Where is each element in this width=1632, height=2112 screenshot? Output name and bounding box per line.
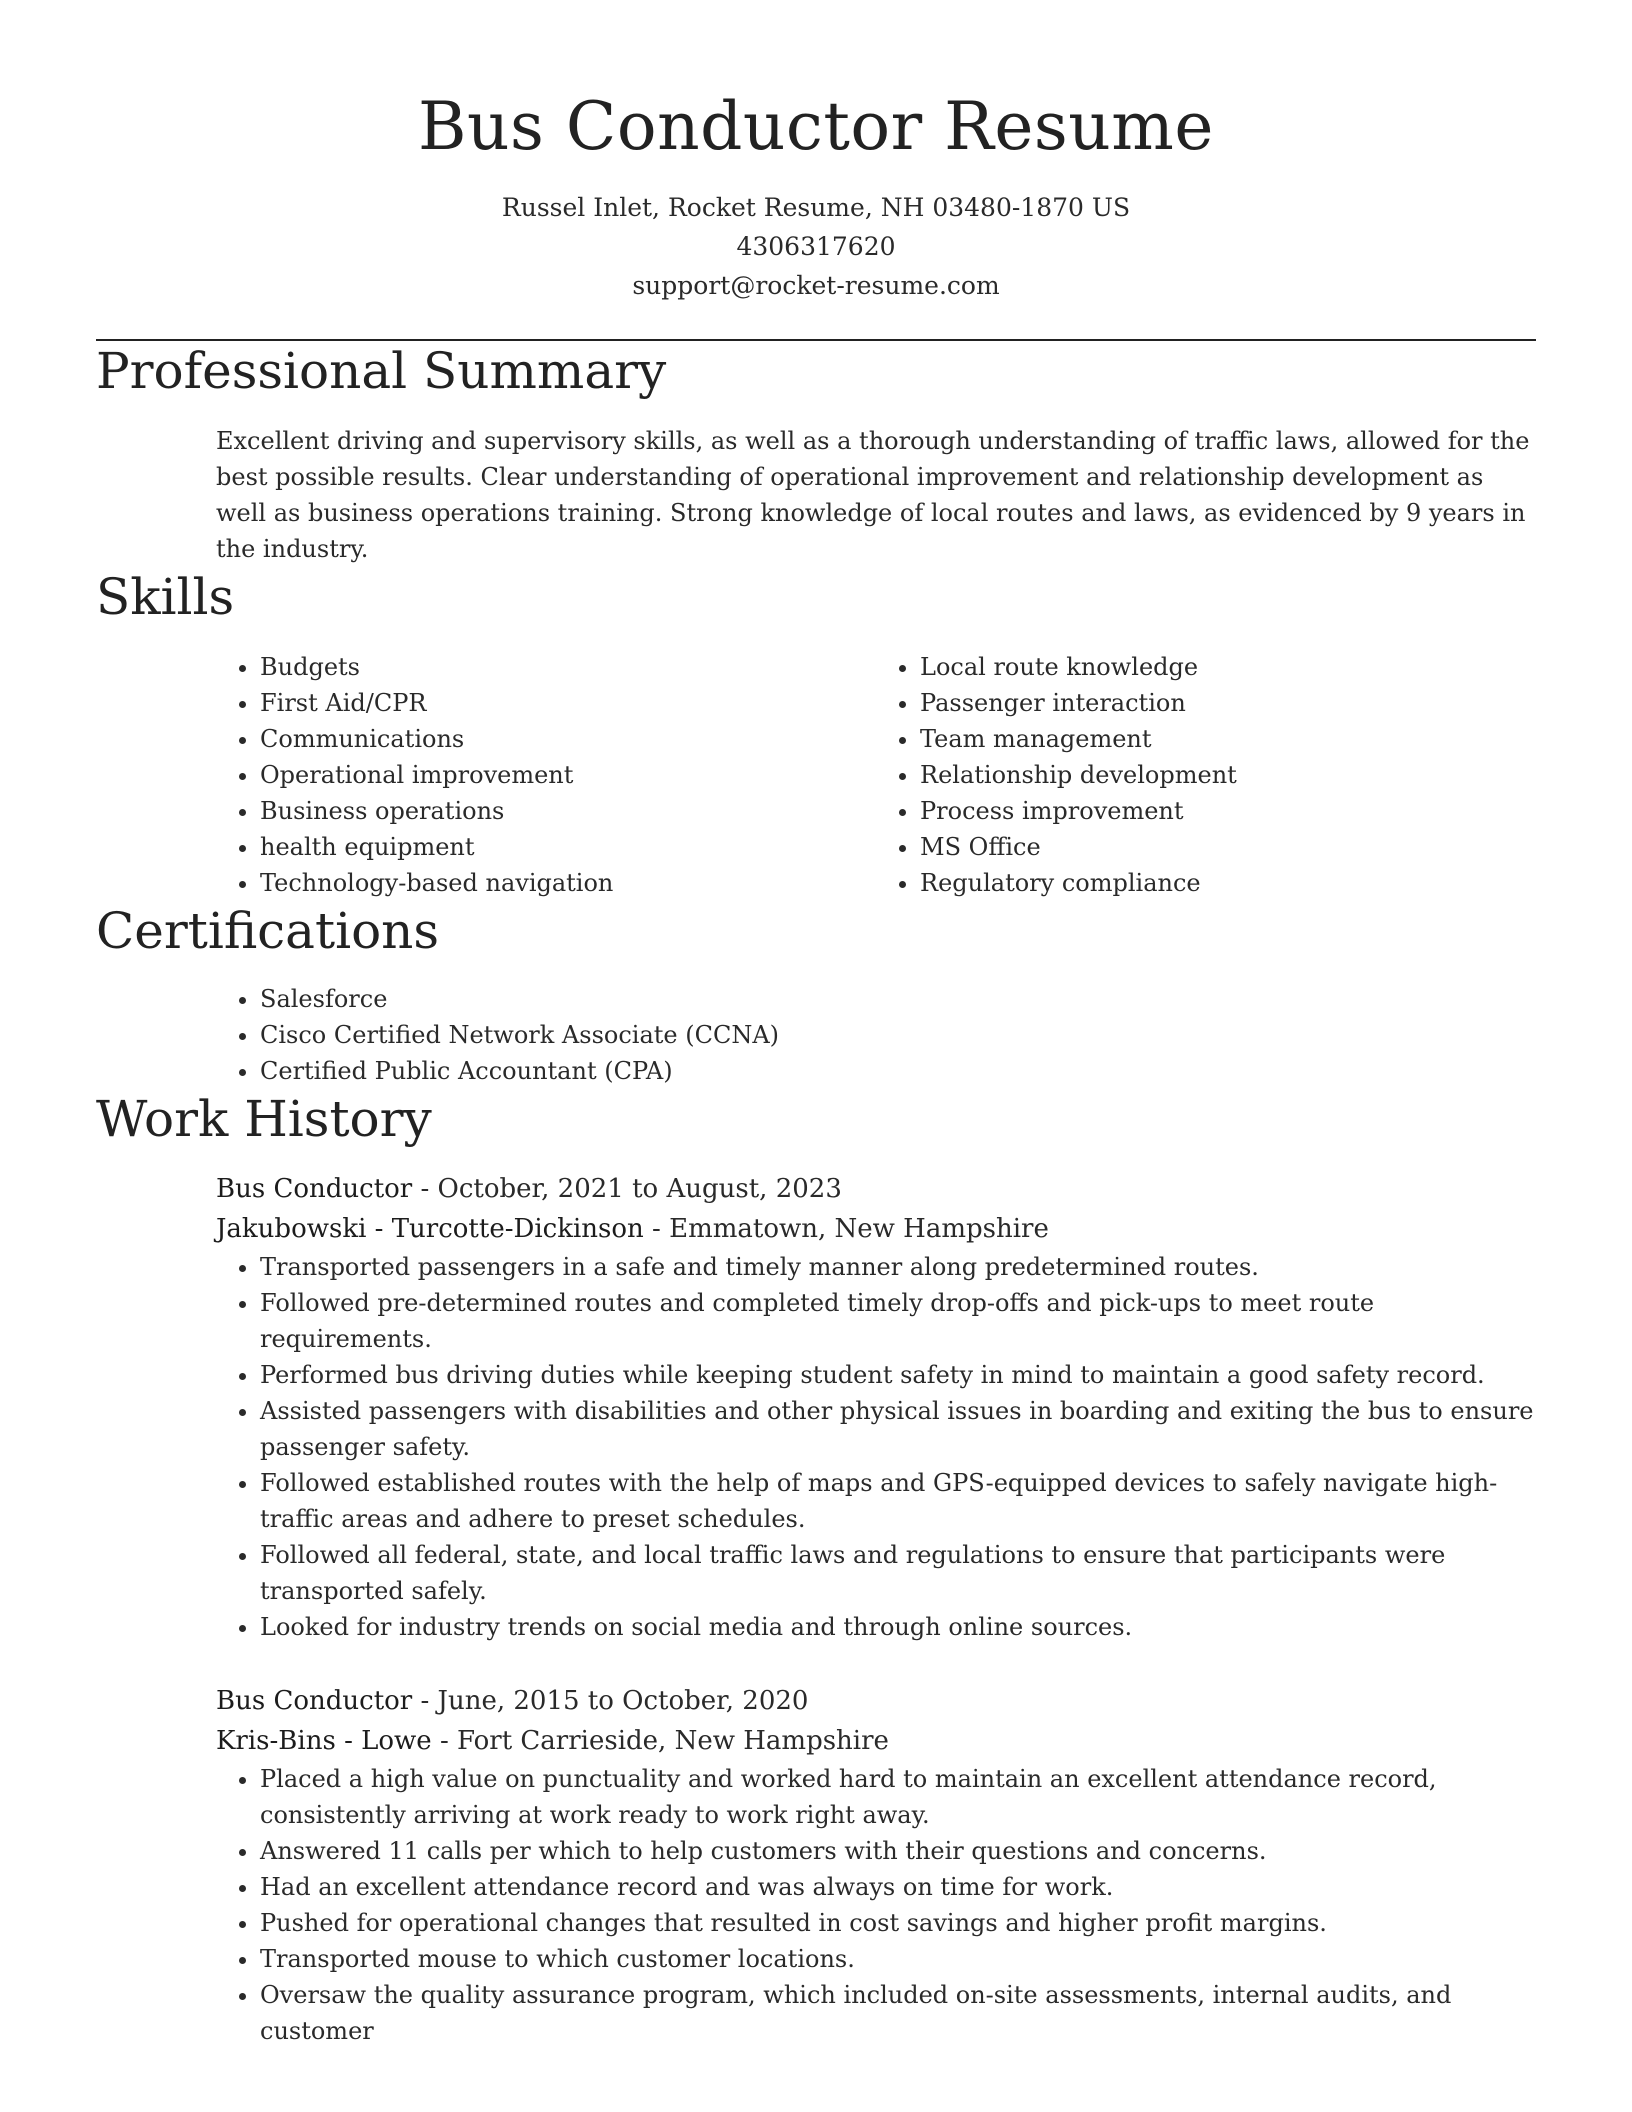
job-dates: - June, 2015 to October, 2020 [412,1686,809,1716]
job-duties-list [216,1249,1536,1645]
skill-item: • Technology-based navigation [260,865,876,901]
job-entry [216,1681,1536,2049]
job-title-line [216,1169,1536,1209]
job-title-line [216,1681,1536,1721]
skill-item: • Budgets [260,649,876,685]
contact-phone: 4306317620 [736,232,896,261]
skill-item: • MS Office [920,829,1536,865]
job-duty-item: • Followed established routes with the help of maps and GPS-equipped devices to safely navigate high-traffic areas and adhere to preset schedules. [260,1465,1536,1537]
job-duty-item: • Transported passengers in a safe and timely manner along predetermined routes. [260,1249,1536,1285]
job-entry [216,1169,1536,1645]
job-company: Kris-Bins - Lowe [216,1726,432,1756]
resume-title: Bus Conductor Resume [418,88,1214,165]
job-company-line [216,1721,1536,1761]
certification-item: • Certified Public Accountant (CPA) [260,1053,1536,1089]
certification-item: • Cisco Certified Network Associate (CCNA) [260,1017,1536,1053]
skill-item: • Communications [260,721,876,757]
skills-list-left [216,649,876,901]
skills-list-right [876,649,1536,901]
certifications-list [216,981,1536,1089]
skills-heading: Skills [96,568,235,626]
job-dates: - October, 2021 to August, 2023 [412,1174,842,1204]
certifications-heading: Certifications [96,902,440,960]
contact-email: support@rocket-resume.com [632,271,1000,300]
contact-block [96,188,1536,305]
job-company-line [216,1209,1536,1249]
job-duty-item: • Oversaw the quality assurance program, which included on-site assessments, internal audits, and customer [260,1977,1536,2049]
job-duty-item: • Followed pre-determined routes and completed timely drop-offs and pick-ups to meet route requirements. [260,1285,1536,1357]
skill-item: • First Aid/CPR [260,685,876,721]
job-duty-item: • Transported mouse to which customer locations. [260,1941,1536,1977]
job-title: Bus Conductor [216,1174,413,1204]
skill-item: • Local route knowledge [920,649,1536,685]
skill-item: • Business operations [260,793,876,829]
job-title: Bus Conductor [216,1686,413,1716]
certification-item: • Salesforce [260,981,1536,1017]
job-duty-item: • Placed a high value on punctuality and worked hard to maintain an excellent attendance record, consistently arriving at work ready to work right away. [260,1761,1536,1833]
job-duty-item: • Pushed for operational changes that resulted in cost savings and higher profit margins. [260,1905,1536,1941]
job-duty-item: • Followed all federal, state, and local traffic laws and regulations to ensure that participants were transported safely. [260,1537,1536,1609]
contact-address: Russel Inlet, Rocket Resume, NH 03480-1870 US [501,193,1131,222]
job-duties-list [216,1761,1536,2049]
job-duty-item: • Performed bus driving duties while keeping student safety in mind to maintain a good safety record. [260,1357,1536,1393]
summary-text: Excellent driving and supervisory skills, as well as a thorough understanding of traffic laws, allowed for the best possible results. Clear understanding of operational improvement and relationship development as well as business operations training. Strong knowledge of local routes and laws, as evidenced by 9 years in the industry. [216,427,1530,563]
job-duty-item: • Had an excellent attendance record and was always on time for work. [260,1869,1536,1905]
skill-item: • Relationship development [920,757,1536,793]
job-location: - Emmatown, New Hampshire [643,1214,1049,1244]
job-duty-item: • Assisted passengers with disabilities and other physical issues in boarding and exiting the bus to ensure passenger safety. [260,1393,1536,1465]
job-location: - Fort Carrieside, New Hampshire [431,1726,889,1756]
certifications-block [216,981,1536,1089]
job-company: Jakubowski - Turcotte-Dickinson [216,1214,644,1244]
skills-grid [216,649,1536,901]
summary-heading: Professional Summary [96,342,667,400]
skill-item: • Team management [920,721,1536,757]
work-history-heading: Work History [96,1090,432,1148]
skill-item: • Process improvement [920,793,1536,829]
skill-item: • Operational improvement [260,757,876,793]
skill-item: • health equipment [260,829,876,865]
job-duty-item: • Answered 11 calls per which to help customers with their questions and concerns. [260,1833,1536,1869]
job-duty-item: • Looked for industry trends on social media and through online sources. [260,1609,1536,1645]
skill-item: • Passenger interaction [920,685,1536,721]
skill-item: • Regulatory compliance [920,865,1536,901]
